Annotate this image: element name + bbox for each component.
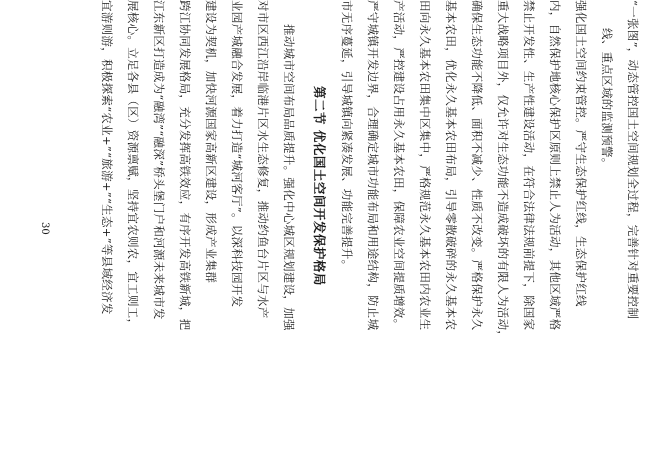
text-line: 强化国土空间约束管控。严守生态保护红线，生态保护红线 xyxy=(574,0,588,307)
text-line: 市无序蔓延，引导城镇向紧凑发展、功能完善提升。 xyxy=(340,0,354,272)
text-line: 江东新区打造成为“融湾”“融深”桥头堡门户和河源未来城市发 xyxy=(152,0,166,320)
text-line: 跨江协同发展格局，充分发挥高铁效应，有序开发高铁新城，把 xyxy=(178,0,192,331)
text-line: 基本农田，优化永久基本农田布局，引导零散破碎的永久基本农 xyxy=(444,0,458,331)
text-line: 禁止开发性、生产性建设活动，在符合法律法规前提下，除国家 xyxy=(522,0,536,331)
section-heading: 第二节 优化国土空间开发保护格局 xyxy=(312,86,327,286)
text-line: 线、重点区域的监测预警。 xyxy=(600,28,614,170)
text-line: 重大战略项目外，仅允许对生态功能不造成破坏的有限人为活动， xyxy=(496,0,510,343)
text-line: “一张图”，动态管控国土空间规划全过程，完善针对重要控制 xyxy=(626,0,640,320)
text-line: 宜游则游，积极探索“农业+”“旅游+”“生态+”等县域经济发 xyxy=(100,0,114,315)
text-line: 确保生态功能不降低、面积不减少、性质不改变。严格保护永久 xyxy=(470,0,484,331)
text-line: 业园产城融合发展，着力打造“城河客厅”。以深科技园开发 xyxy=(230,0,244,308)
page-number: 30 xyxy=(39,222,50,235)
text-line: 产活动，严控建设占用永久基本农田，保障农业空间提质增效。 xyxy=(392,0,406,331)
text-line: 严守城镇开发边界，合理确定城市功能布局和用途结构，防止城 xyxy=(366,0,380,331)
text-line: 展核心。立足各县（区）资源禀赋，坚持宜农则农，宜工则工， xyxy=(126,0,140,331)
text-line: 建设为契机，加快河源国家高新区建设，形成产业集群 xyxy=(204,0,218,284)
text-line: 田向永久基本农田集中区集中，严格规范永久基本农田内农业生 xyxy=(418,0,432,331)
text-line: 对市区西江沿岸临港片区水生态修复，推动约鱼台片区与水产 xyxy=(256,0,270,319)
text-line: 内，自然保护地核心保护区原则上禁止人为活动，其他区域严格 xyxy=(548,0,562,331)
text-line: 推动城市空间布局品质提升。强化中心城区规划建设，加强 xyxy=(282,24,296,331)
